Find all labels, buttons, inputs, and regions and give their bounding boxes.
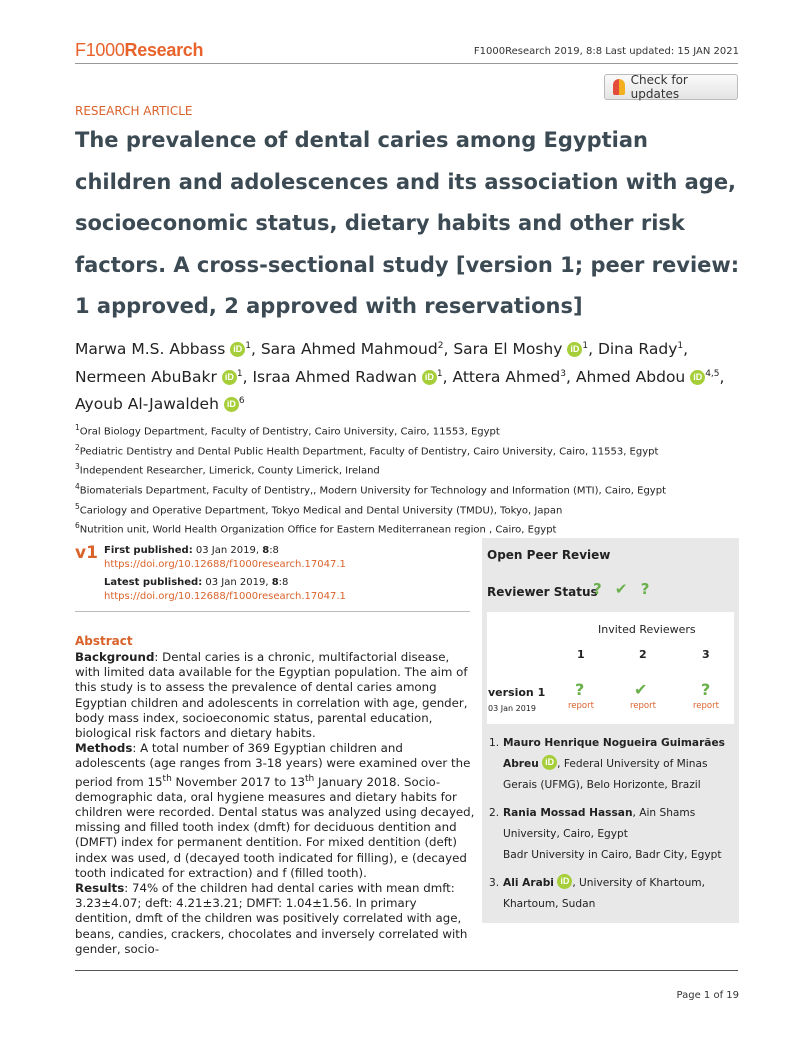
affiliation-text: Cariology and Operative Department, Tokyo Medical and Dental University (TMDU), Tokyo, Japan [79, 504, 563, 516]
logo-suffix: Research [124, 40, 204, 60]
orcid-icon[interactable]: iD [422, 370, 437, 385]
affiliation-text: Oral Biology Department, Faculty of Dentistry, Cairo University, Cairo, 11553, Egypt [79, 426, 500, 438]
journal-logo [75, 40, 203, 61]
first-published-date: 03 Jan 2019, [195, 545, 260, 556]
author: Marwa M.S. Abbass iD $^1$, [75, 340, 261, 359]
question-mark-icon: ? [575, 680, 585, 699]
latest-published [104, 577, 288, 588]
author: Ahmed Abdou iD $^{4,5}$, [575, 367, 725, 386]
abstract-heading: Abstract [75, 634, 133, 648]
invited-reviewers-label: Invited Reviewers [598, 623, 696, 636]
author-name[interactable]: Dina Rady [597, 340, 678, 359]
version-label: version 1 [488, 686, 546, 699]
reviewer-affiliation: , Ain Shams University, Cairo, Egypt [503, 807, 696, 840]
abstract-background [75, 650, 475, 741]
author-affiliation-sup: 1 [582, 341, 589, 351]
reviewer-affiliation: , Federal University of Minas Gerais (UFMG), Belo Horizonte, Brazil [503, 758, 708, 791]
author: Attera Ahmed$^3$, [452, 367, 576, 386]
author-name[interactable]: Sara Ahmed Mahmoud [260, 340, 438, 359]
affiliation [75, 420, 745, 440]
author-affiliation-sup: 1 [236, 368, 243, 379]
reviewer-item [489, 873, 737, 915]
first-published [104, 545, 279, 556]
first-published-doi-link[interactable]: https://doi.org/10.12688/f1000research.17047.1 [104, 559, 346, 570]
author-affiliation-sup: 1 [436, 368, 443, 379]
author-affiliation-sup: 6 [238, 396, 245, 407]
question-mark-icon: ? [701, 680, 711, 699]
author-name[interactable]: Israa Ahmed Radwan [252, 367, 417, 386]
methods-sup-1: th [162, 773, 172, 784]
author: Sara El Moshy iD $^1$, [453, 340, 598, 359]
affiliation [75, 479, 745, 499]
report-link-3[interactable]: report [693, 701, 719, 711]
author-affiliation-sup: 3 [560, 368, 566, 379]
affiliation [75, 440, 745, 460]
logo-prefix: F1000 [75, 40, 125, 60]
first-published-label: First published: [104, 545, 193, 556]
background-text: : Dental caries is a chronic, multifactorial disease, with limited data available for the Egyptian population. The aim of this study is to assess the prevalence of dental caries among Egyptian children and adolescents in correlation with age, gender, body mass index, socioeconomic status, parental education, biological risk factors and dietary habits. [75, 650, 468, 741]
author-affiliation-sup: 2 [437, 341, 444, 351]
report-link-1[interactable]: report [568, 701, 594, 711]
reviewer-number: 3 [702, 648, 710, 661]
crossmark-icon [613, 79, 625, 95]
author: Dina Rady$^1$, [597, 340, 689, 359]
reviewer-status-icons: ? ✔ ? [593, 580, 654, 598]
open-peer-review-title: Open Peer Review [487, 548, 611, 562]
author [75, 395, 245, 413]
abstract-methods [75, 741, 475, 881]
author-name[interactable]: Attera Ahmed [452, 367, 561, 386]
affiliation-number: 5 [75, 501, 80, 511]
methods-text-c: January 2018. Socio-demographic data, oral hygiene measures and dietary habits for children were recorded. Dental status was analyzed using decayed, missing and filled tooth index (dmft) for deciduous dentition and (DMFT) index for permanent dentition. For mixed dentition (deft) index was used, d (decayed tooth indicated for filling), e (decayed tooth indicated for extraction) and f (filled tooth). [75, 774, 475, 880]
author-affiliation-sup: 1 [245, 341, 251, 351]
affiliation-number: 4 [75, 481, 80, 491]
orcid-icon[interactable]: iD [567, 342, 582, 357]
affiliation [75, 459, 745, 479]
author-list [75, 334, 745, 417]
latest-published-label: Latest published: [104, 577, 203, 588]
affiliation-text: Independent Researcher, Limerick, County Limerick, Ireland [79, 465, 380, 477]
methods-text-b: November 2017 to 13 [171, 774, 306, 789]
reviewer-number: 1 [577, 648, 585, 661]
reviewer-name: Ali Arabi [503, 877, 554, 889]
reviewer-list [489, 733, 737, 922]
author-name[interactable]: Sara El Moshy [453, 340, 563, 359]
latest-published-doi-link[interactable]: https://doi.org/10.12688/f1000research.17047.1 [104, 591, 346, 602]
article-type: RESEARCH ARTICLE [75, 104, 193, 118]
author-affiliation-sup: 1 [677, 341, 684, 351]
version-date: 03 Jan 2019 [488, 704, 536, 713]
orcid-icon[interactable]: iD [230, 342, 245, 357]
publication-divider [75, 611, 470, 612]
author-name[interactable]: Ahmed Abdou [575, 367, 686, 386]
orcid-icon[interactable]: iD [690, 370, 705, 385]
reviewer-status-label: Reviewer Status [487, 585, 598, 599]
footer-divider [75, 970, 738, 971]
reviewer-item [489, 803, 737, 866]
reviewer-affiliation-2: Badr University in Cairo, Badr City, Egypt [503, 849, 722, 861]
reviewer-item [489, 733, 737, 796]
affiliation [75, 518, 745, 538]
affiliation [75, 499, 745, 519]
journal-citation: F1000Research 2019, 8:8 Last updated: 15 JAN 2021 [473, 46, 739, 57]
affiliation-list [75, 420, 745, 538]
page-number: Page 1 of 19 [676, 990, 739, 1001]
reviewer-index: 3. [489, 877, 500, 889]
check-for-updates-label: Check for updates [630, 73, 688, 101]
reviewer-index: 1. [489, 737, 500, 749]
author-name[interactable]: Marwa M.S. Abbass [75, 340, 226, 359]
latest-published-volume: 8 [271, 577, 279, 588]
latest-published-page: :8 [278, 577, 289, 588]
methods-label: Methods [75, 741, 133, 756]
report-link-2[interactable]: report [630, 701, 656, 711]
orcid-icon[interactable]: iD [224, 397, 239, 412]
methods-text-a: : A total number of 369 Egyptian children and adolescents (age ranges from 3-18 years) were examined over the period from 15 [75, 741, 471, 789]
header-divider [75, 63, 738, 64]
article-title: The prevalence of dental caries among Egyptian children and adolescences and its association with age, socioeconomic status, dietary habits and other risk factors. A cross-sectional study [version 1; peer review: 1 approved, 2 approved with reservations] [75, 128, 740, 318]
author: Nermeen AbuBakr iD $^1$, [75, 367, 253, 386]
orcid-icon[interactable]: iD [222, 370, 237, 385]
results-text: : 74% of the children had dental caries with mean dmft: 3.23±4.07; deft: 4.21±3.21; DMFT: 1.04±1.56. In primary dentition, dmft of the children was positively correlated with age, beans, candies, crackers, chocolates and inversely correlated with gender, socio- [75, 880, 468, 956]
methods-sup-2: th [305, 773, 315, 784]
affiliation-text: Nutrition unit, World Health Organization Office for Eastern Mediterranean region , Cairo, Egypt [79, 524, 557, 536]
affiliation-text: Biomaterials Department, Faculty of Dentistry,, Modern University for Technology and Information (MTI), Cairo, Egypt [79, 485, 666, 497]
first-published-volume: 8 [262, 545, 270, 556]
check-mark-icon: ✔ [634, 680, 648, 699]
orcid-icon[interactable]: iD [542, 755, 557, 770]
reviewer-number: 2 [639, 648, 647, 661]
results-label: Results [75, 880, 125, 895]
reviewer-name: Mauro Henrique Nogueira Guimarães Abreu [503, 737, 725, 770]
affiliation-text: Pediatric Dentistry and Dental Public Health Department, Faculty of Dentistry, Cairo University, Cairo, 11553, Egypt [79, 445, 659, 457]
reviewer-name: Rania Mossad Hassan [503, 807, 633, 819]
abstract-body [75, 650, 475, 957]
affiliation-number: 1 [75, 423, 80, 432]
orcid-icon[interactable]: iD [557, 874, 572, 889]
author: Sara Ahmed Mahmoud$^2$, [260, 340, 454, 359]
reviewer-index: 2. [489, 807, 500, 819]
author-affiliation-sup: 4,5 [705, 368, 720, 379]
affiliation-number: 6 [75, 521, 80, 531]
abstract-results [75, 881, 475, 957]
affiliation-number: 2 [75, 442, 80, 452]
affiliation-number: 3 [75, 462, 80, 472]
latest-published-date: 03 Jan 2019, [205, 577, 269, 588]
version-badge: v1 [75, 543, 98, 563]
author-name[interactable]: Nermeen AbuBakr [75, 367, 217, 386]
check-for-updates-button[interactable] [604, 74, 738, 100]
reviewer-affiliation: , University of Khartoum, Khartoum, Sudan [503, 877, 705, 910]
background-label: Background [75, 650, 155, 664]
author-name[interactable]: Ayoub Al-Jawaldeh [75, 395, 219, 414]
author: Israa Ahmed Radwan iD $^1$, [252, 367, 453, 386]
first-published-page: :8 [269, 545, 279, 556]
